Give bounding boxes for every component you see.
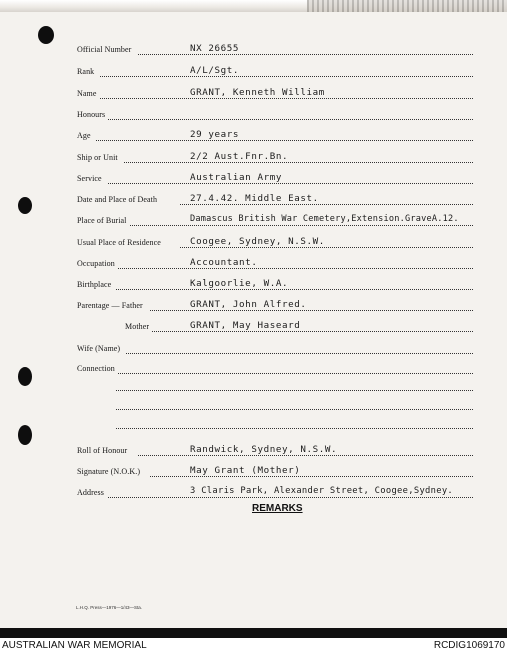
connection-line <box>116 428 473 429</box>
connection-line <box>116 390 473 391</box>
field-label: Rank <box>77 67 95 76</box>
field-label: Honours <box>77 110 106 119</box>
field-value: 29 years <box>190 129 240 140</box>
field-line <box>108 183 473 184</box>
field-line <box>150 310 473 311</box>
field-label: Address <box>77 488 104 497</box>
field-value: Accountant. <box>190 257 258 268</box>
punch-hole-icon <box>18 425 32 445</box>
field-line <box>96 140 473 141</box>
field-label: Service <box>77 174 102 183</box>
field-label: Parentage — Father <box>77 301 143 310</box>
printer-note: L.H.Q. Press—1976—1/43—Sta. <box>76 605 143 610</box>
field-line <box>116 289 473 290</box>
field-value: Damascus British War Cemetery,Extension.GraveA.12. <box>190 214 459 224</box>
field-label: Mother <box>125 322 150 331</box>
field-value: May Grant (Mother) <box>190 465 301 476</box>
punch-hole-icon <box>18 197 32 214</box>
field-label: Connection <box>77 364 115 373</box>
field-value: GRANT, Kenneth William <box>190 87 325 98</box>
scan-top-noise <box>307 0 507 12</box>
field-label: Occupation <box>77 259 115 268</box>
archive-caption-right: RCDIG1069170 <box>433 640 505 651</box>
field-value: 27.4.42. Middle East. <box>190 193 319 204</box>
field-value: 3 Claris Park, Alexander Street, Coogee,Sydney. <box>190 486 454 496</box>
field-value: Kalgoorlie, W.A. <box>190 278 289 289</box>
field-line <box>100 76 473 77</box>
field-line <box>152 331 473 332</box>
field-value: NX 26655 <box>190 43 240 54</box>
field-line <box>138 54 473 55</box>
field-line <box>130 225 473 226</box>
field-value: GRANT, May Haseard <box>190 320 301 331</box>
field-label: Roll of Honour <box>77 446 128 455</box>
field-line <box>138 455 473 456</box>
field-line <box>108 497 473 498</box>
field-line <box>124 162 473 163</box>
field-value: A/L/Sgt. <box>190 65 240 76</box>
scan-bottom-edge <box>0 628 507 638</box>
field-label: Usual Place of Residence <box>77 238 161 247</box>
field-line <box>180 247 473 248</box>
field-label: Wife (Name) <box>77 344 121 353</box>
punch-hole-icon <box>18 367 32 386</box>
field-label: Signature (N.O.K.) <box>77 467 141 476</box>
field-value: Coogee, Sydney, N.S.W. <box>190 236 325 247</box>
field-line <box>118 268 473 269</box>
field-label: Place of Burial <box>77 216 127 225</box>
field-line <box>118 373 473 374</box>
field-value: 2/2 Aust.Fnr.Bn. <box>190 151 289 162</box>
field-line <box>100 98 473 99</box>
field-label: Ship or Unit <box>77 153 118 162</box>
archive-caption-left: AUSTRALIAN WAR MEMORIAL <box>2 640 147 651</box>
field-label: Name <box>77 89 97 98</box>
remarks-heading: REMARKS <box>252 503 303 514</box>
punch-hole-icon <box>38 26 54 44</box>
field-value: Randwick, Sydney, N.S.W. <box>190 444 338 455</box>
field-label: Age <box>77 131 91 140</box>
field-line <box>180 204 473 205</box>
field-line <box>150 476 473 477</box>
field-label: Date and Place of Death <box>77 195 158 204</box>
connection-line <box>116 409 473 410</box>
field-line <box>108 119 473 120</box>
field-line <box>126 353 473 354</box>
field-value: GRANT, John Alfred. <box>190 299 307 310</box>
field-label: Birthplace <box>77 280 112 289</box>
field-label: Official Number <box>77 45 132 54</box>
field-value: Australian Army <box>190 172 282 183</box>
